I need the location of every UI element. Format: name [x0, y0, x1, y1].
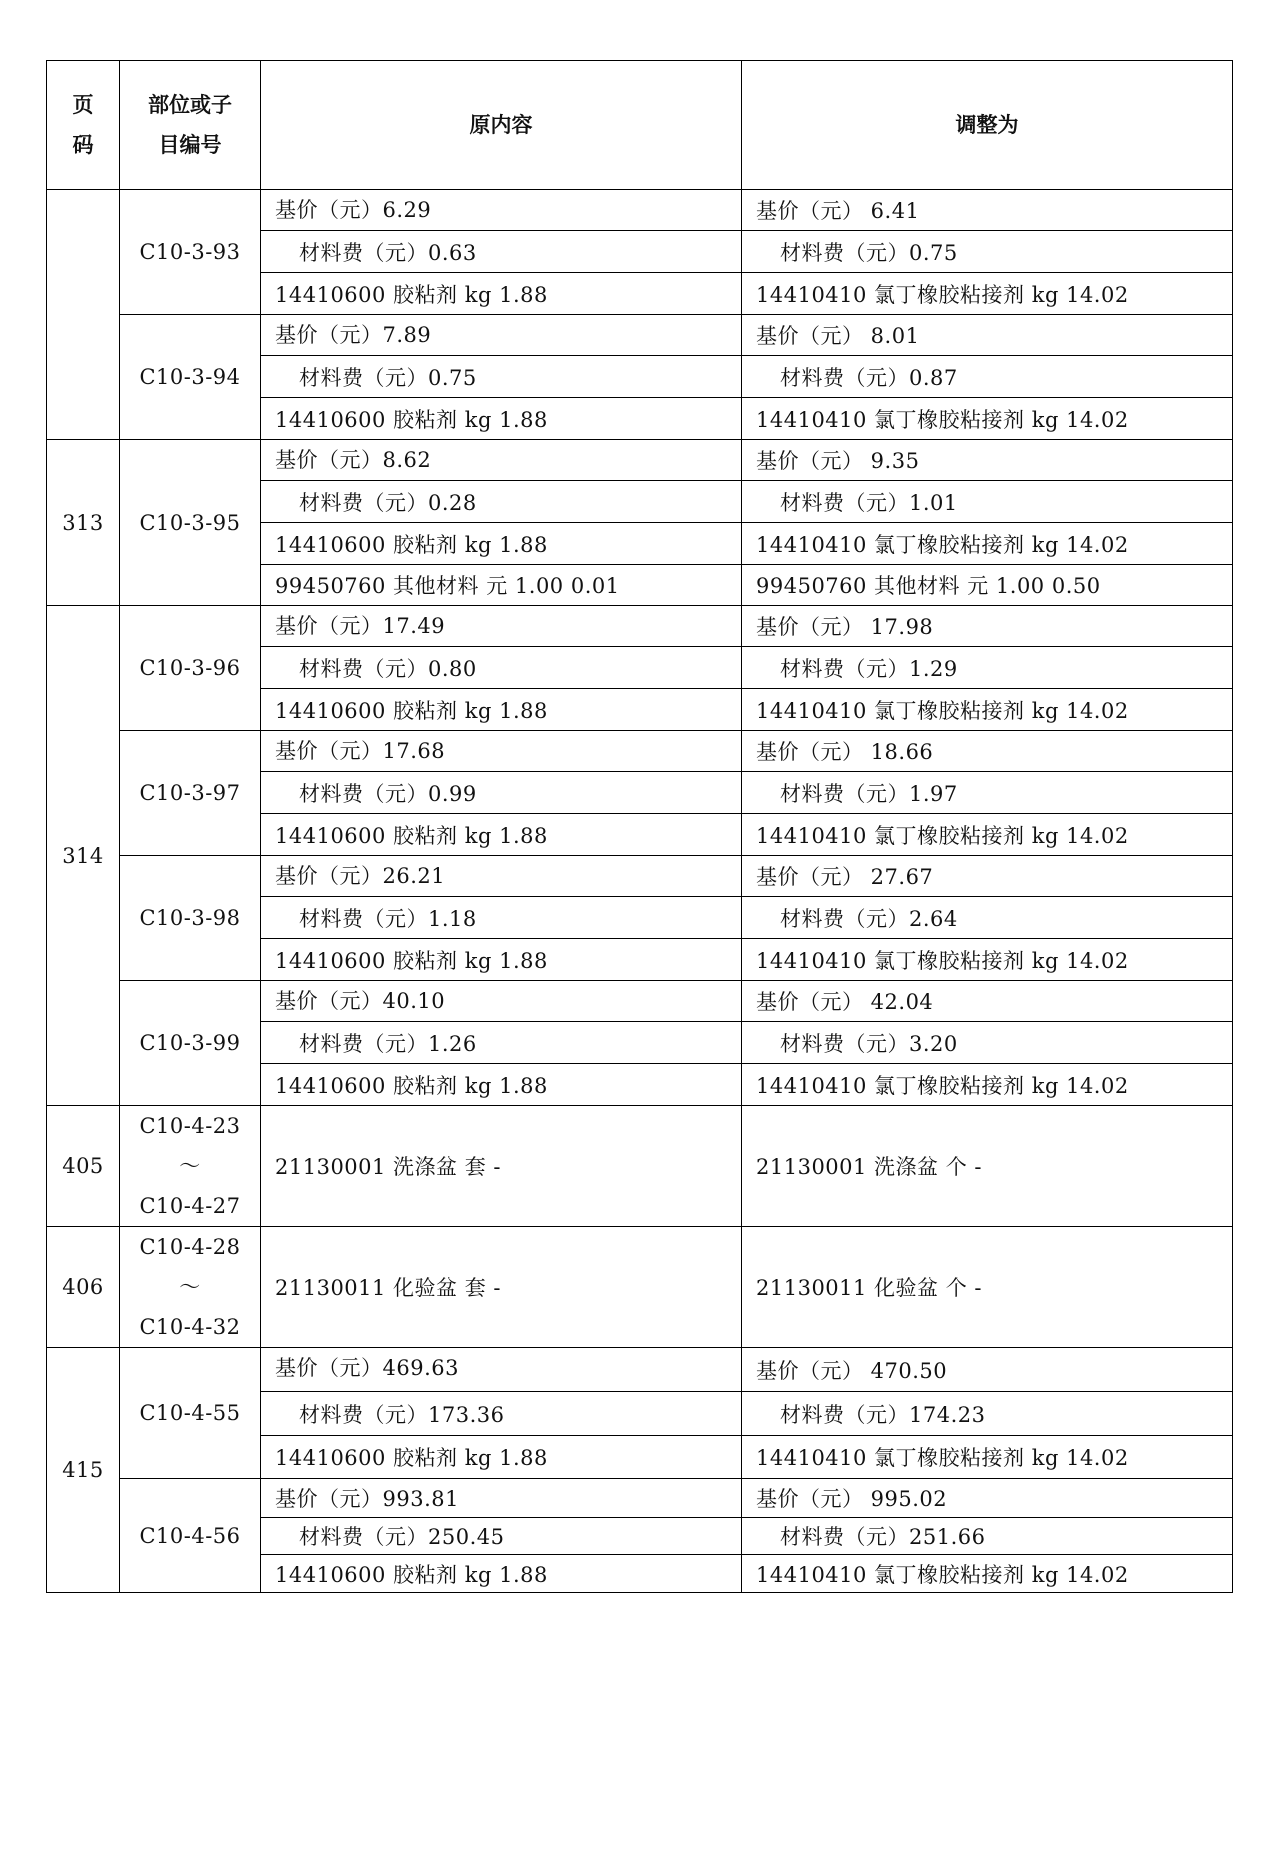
original-content-cell: 99450760 其他材料 元 1.00 0.01	[261, 565, 742, 606]
adjusted-content-cell: 材料费（元）251.66	[742, 1518, 1233, 1555]
adjusted-content-cell: 材料费（元）1.01	[742, 481, 1233, 523]
original-content-cell: 14410600 胶粘剂 kg 1.88	[261, 1555, 742, 1593]
original-content-cell: 基价（元）17.49	[261, 606, 742, 647]
adjusted-content-cell: 21130001 洗涤盆 个 -	[742, 1106, 1233, 1227]
page-number-cell: 313	[47, 440, 120, 606]
adjusted-content-cell: 材料费（元）2.64	[742, 897, 1233, 939]
adjusted-content-cell: 14410410 氯丁橡胶粘接剂 kg 14.02	[742, 523, 1233, 565]
item-code-cell: C10-4-23 ～ C10-4-27	[120, 1106, 261, 1227]
original-content-cell: 材料费（元）173.36	[261, 1392, 742, 1436]
original-content-cell: 21130001 洗涤盆 套 -	[261, 1106, 742, 1227]
original-content-cell: 14410600 胶粘剂 kg 1.88	[261, 273, 742, 315]
original-content-cell: 14410600 胶粘剂 kg 1.88	[261, 939, 742, 981]
original-content-cell: 基价（元）7.89	[261, 315, 742, 356]
header-row	[47, 61, 1233, 190]
table-row	[47, 315, 1233, 356]
original-content-cell: 基价（元）469.63	[261, 1348, 742, 1392]
table-row	[47, 1479, 1233, 1518]
header-section: 部位或子目编号	[120, 61, 261, 190]
original-content-cell: 基价（元）40.10	[261, 981, 742, 1022]
page-number-cell: 405	[47, 1106, 120, 1227]
adjusted-content-cell: 基价（元） 470.50	[742, 1348, 1233, 1392]
adjusted-content-cell: 材料费（元）0.75	[742, 231, 1233, 273]
adjusted-content-cell: 材料费（元）1.97	[742, 772, 1233, 814]
original-content-cell: 材料费（元）0.63	[261, 231, 742, 273]
original-content-cell: 基价（元）6.29	[261, 190, 742, 231]
item-code-cell: C10-3-93	[120, 190, 261, 315]
original-content-cell: 14410600 胶粘剂 kg 1.88	[261, 1064, 742, 1106]
table-row	[47, 731, 1233, 772]
item-code-cell: C10-3-97	[120, 731, 261, 856]
original-content-cell: 14410600 胶粘剂 kg 1.88	[261, 523, 742, 565]
item-code-cell: C10-4-28 ～ C10-4-32	[120, 1227, 261, 1348]
adjusted-content-cell: 14410410 氯丁橡胶粘接剂 kg 14.02	[742, 273, 1233, 315]
original-content-cell: 14410600 胶粘剂 kg 1.88	[261, 689, 742, 731]
adjusted-content-cell: 14410410 氯丁橡胶粘接剂 kg 14.02	[742, 939, 1233, 981]
adjustment-table-page	[46, 60, 1232, 1593]
table-row	[47, 190, 1233, 231]
table-row	[47, 1106, 1233, 1227]
table-row	[47, 606, 1233, 647]
page-number-cell	[47, 190, 120, 440]
original-content-cell: 14410600 胶粘剂 kg 1.88	[261, 398, 742, 440]
original-content-cell: 材料费（元）0.99	[261, 772, 742, 814]
adjusted-content-cell: 14410410 氯丁橡胶粘接剂 kg 14.02	[742, 1064, 1233, 1106]
adjusted-content-cell: 基价（元） 6.41	[742, 190, 1233, 231]
adjusted-content-cell: 基价（元） 9.35	[742, 440, 1233, 481]
adjusted-content-cell: 材料费（元）0.87	[742, 356, 1233, 398]
item-code-cell: C10-4-55	[120, 1348, 261, 1479]
item-code-cell: C10-3-96	[120, 606, 261, 731]
table-row	[47, 1348, 1233, 1392]
original-content-cell: 材料费（元）0.75	[261, 356, 742, 398]
adjusted-content-cell: 14410410 氯丁橡胶粘接剂 kg 14.02	[742, 814, 1233, 856]
adjusted-content-cell: 14410410 氯丁橡胶粘接剂 kg 14.02	[742, 1436, 1233, 1479]
adjusted-content-cell: 基价（元） 27.67	[742, 856, 1233, 897]
original-content-cell: 21130011 化验盆 套 -	[261, 1227, 742, 1348]
adjusted-content-cell: 基价（元） 8.01	[742, 315, 1233, 356]
adjusted-content-cell: 基价（元） 17.98	[742, 606, 1233, 647]
adjusted-content-cell: 基价（元） 995.02	[742, 1479, 1233, 1518]
table-row	[47, 856, 1233, 897]
adjusted-content-cell: 材料费（元）1.29	[742, 647, 1233, 689]
page-number-cell: 415	[47, 1348, 120, 1593]
adjustment-table	[46, 60, 1233, 1593]
table-row	[47, 1227, 1233, 1348]
original-content-cell: 14410600 胶粘剂 kg 1.88	[261, 814, 742, 856]
original-content-cell: 基价（元）26.21	[261, 856, 742, 897]
original-content-cell: 材料费（元）250.45	[261, 1518, 742, 1555]
header-original: 原内容	[261, 61, 742, 190]
item-code-cell: C10-3-98	[120, 856, 261, 981]
adjusted-content-cell: 基价（元） 42.04	[742, 981, 1233, 1022]
adjusted-content-cell: 14410410 氯丁橡胶粘接剂 kg 14.02	[742, 689, 1233, 731]
original-content-cell: 材料费（元）1.26	[261, 1022, 742, 1064]
adjusted-content-cell: 14410410 氯丁橡胶粘接剂 kg 14.02	[742, 1555, 1233, 1593]
item-code-cell: C10-3-99	[120, 981, 261, 1106]
table-body	[47, 190, 1233, 1593]
page-number-cell: 314	[47, 606, 120, 1106]
table-row	[47, 981, 1233, 1022]
table-row	[47, 440, 1233, 481]
adjusted-content-cell: 99450760 其他材料 元 1.00 0.50	[742, 565, 1233, 606]
original-content-cell: 材料费（元）1.18	[261, 897, 742, 939]
original-content-cell: 基价（元）17.68	[261, 731, 742, 772]
page-number-cell: 406	[47, 1227, 120, 1348]
adjusted-content-cell: 基价（元） 18.66	[742, 731, 1233, 772]
original-content-cell: 材料费（元）0.80	[261, 647, 742, 689]
original-content-cell: 基价（元）993.81	[261, 1479, 742, 1518]
header-page: 页码	[47, 61, 120, 190]
original-content-cell: 14410600 胶粘剂 kg 1.88	[261, 1436, 742, 1479]
original-content-cell: 基价（元）8.62	[261, 440, 742, 481]
adjusted-content-cell: 14410410 氯丁橡胶粘接剂 kg 14.02	[742, 398, 1233, 440]
header-adjusted: 调整为	[742, 61, 1233, 190]
original-content-cell: 材料费（元）0.28	[261, 481, 742, 523]
item-code-cell: C10-3-94	[120, 315, 261, 440]
adjusted-content-cell: 材料费（元）174.23	[742, 1392, 1233, 1436]
item-code-cell: C10-4-56	[120, 1479, 261, 1593]
item-code-cell: C10-3-95	[120, 440, 261, 606]
adjusted-content-cell: 材料费（元）3.20	[742, 1022, 1233, 1064]
adjusted-content-cell: 21130011 化验盆 个 -	[742, 1227, 1233, 1348]
